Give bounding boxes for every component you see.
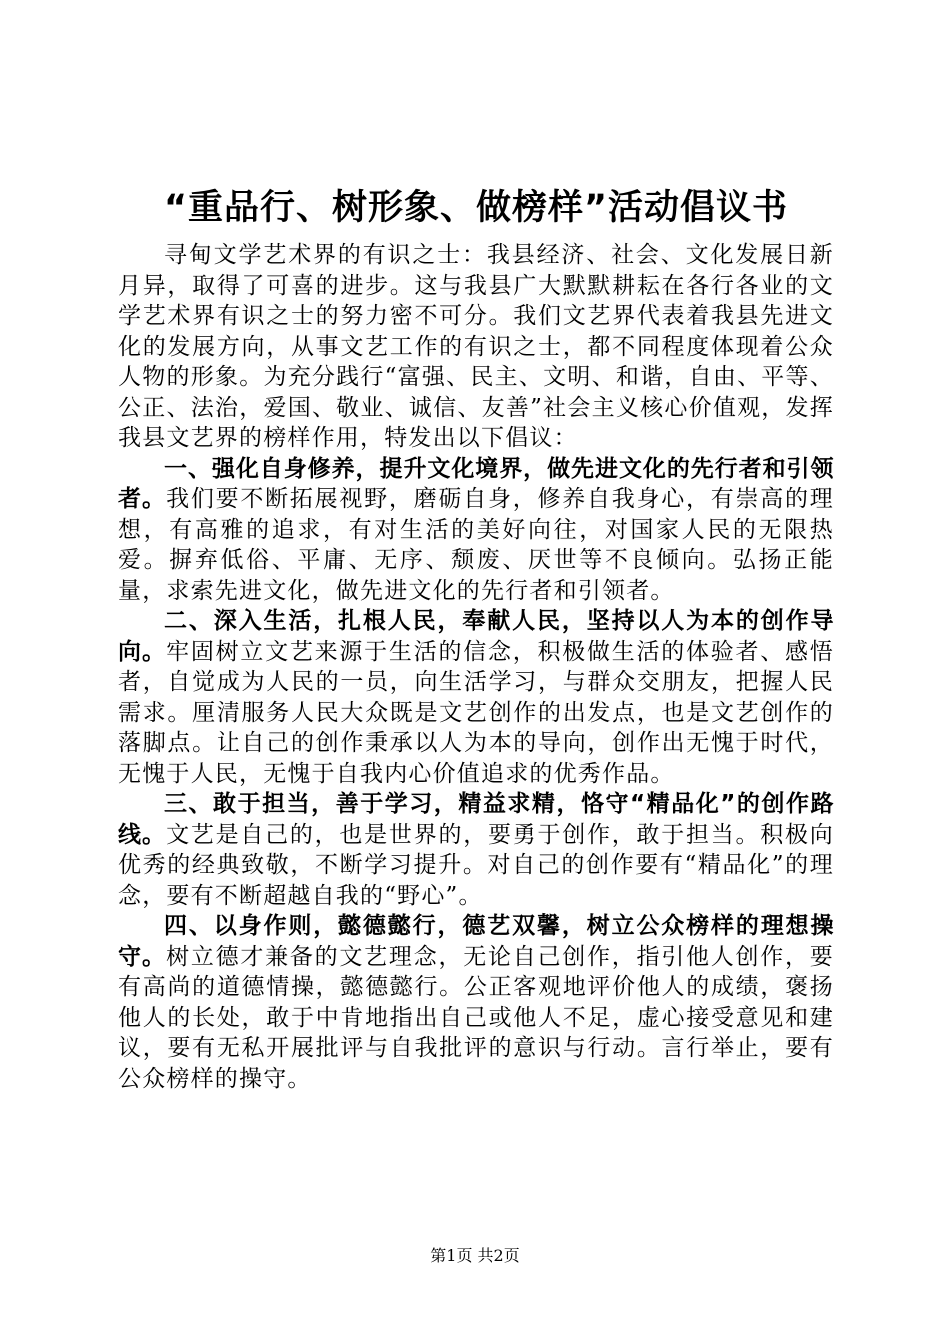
- section-2-heading: 二、深入生活，扎根人民，奉献人民，坚持以人为本的创作导向。: [118, 608, 834, 665]
- section-4: [118, 911, 834, 1094]
- section-1-heading: 一、强化自身修养，提升文化境界，做先进文化的先行者和引领者。: [118, 455, 834, 512]
- intro-paragraph: 寻甸文学艺术界的有识之士：我县经济、社会、文化发展日新月异，取得了可喜的进步。这与我县广大默默耕耘在各行各业的文学艺术界有识之士的努力密不可分。我们文艺界代表着我县先进文化的发展方向，从事文艺工作的有识之士，都不同程度体现着公众人物的形象。为充分践行“富强、民主、文明、和谐，自由、平等、公正、法治，爱国、敬业、诚信、友善”社会主义核心价值观，发挥我县文艺界的榜样作用，特发出以下倡议：: [118, 242, 834, 451]
- section-3-heading: 三、敢于担当，善于学习，精益求精，恪守“精品化”的创作路线。: [118, 791, 834, 848]
- page-footer: 第1页 共2页: [430, 1246, 520, 1265]
- section-2-body: 牢固树立文艺来源于生活的信念，积极做生活的体验者、感悟者，自觉成为人民的一员，向生活学习，与群众交朋友，把握人民需求。厘清服务人民大众既是文艺创作的出发点，也是文艺创作的落脚点。让自己的创作秉承以人为本的导向，创作出无愧于时代，无愧于人民，无愧于自我内心价值追求的优秀作品。: [118, 638, 835, 787]
- section-3: [118, 789, 834, 911]
- section-3-body: 文艺是自己的，也是世界的，要勇于创作，敢于担当。积极向优秀的经典致敬，不断学习提升。对自己的创作要有“精品化”的理念，要有不断超越自我的“野心”。: [118, 821, 835, 909]
- section-1-body: 我们要不断拓展视野，磨砺自身，修养自我身心，有崇高的理想，有高雅的追求，有对生活的美好向往，对国家人民的无限热爱。摒弃低俗、平庸、无序、颓废、厌世等不良倾向。弘扬正能量，求索先进文化，做先进文化的先行者和引领者。: [118, 486, 835, 604]
- section-2: [118, 606, 834, 789]
- section-4-heading: 四、以身作则，懿德懿行，德艺双馨，树立公众榜样的理想操守。: [118, 913, 834, 970]
- document-page: [118, 180, 834, 1094]
- section-4-body: 树立德才兼备的文艺理念，无论自己创作，指引他人创作，要有高尚的道德情操，懿德懿行。公正客观地评价他人的成绩，褒扬他人的长处，敢于中肯地指出自己或他人不足，虚心接受意见和建议，要有无私开展批评与自我批评的意识与行动。言行举止，要有公众榜样的操守。: [118, 943, 835, 1092]
- document-title: “重品行、树形象、做榜样”活动倡议书: [163, 188, 788, 228]
- section-1: [118, 454, 834, 607]
